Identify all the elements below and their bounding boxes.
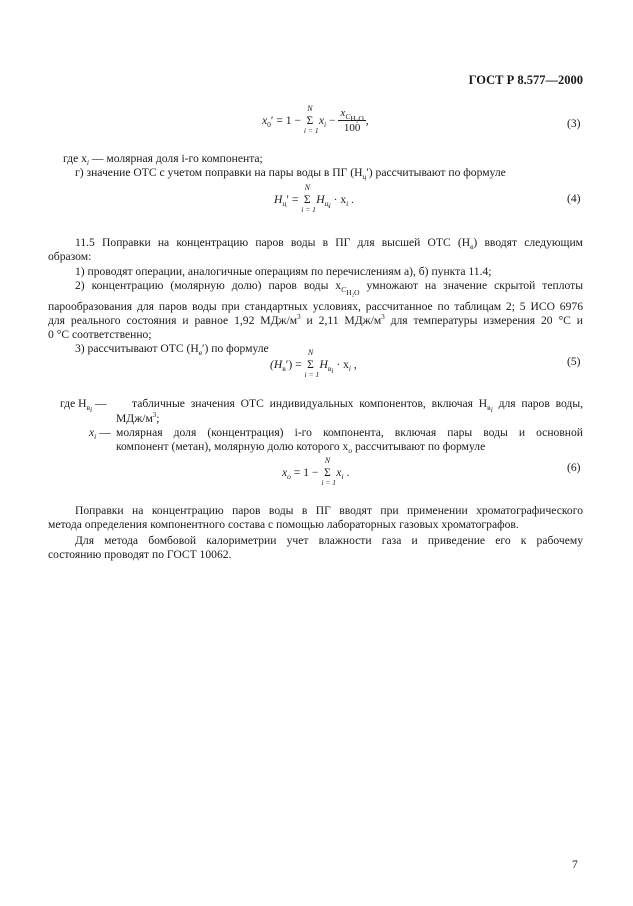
formula-6	[282, 456, 350, 487]
list-item-2-subsub: H₂O	[346, 288, 360, 297]
where-hvi-desc-rest: для паров воды,	[492, 397, 584, 410]
where-hvi-desc-sub: в	[487, 403, 491, 412]
where-xi2-desc: компонент (метан), молярную долю которого x	[116, 440, 349, 453]
clause-11-5-rest: ) вводят следующим	[473, 236, 583, 249]
formula-5-lhs: (H	[270, 358, 283, 371]
list-item-2-line1	[75, 279, 583, 297]
where-hvi-label-text: где H	[60, 397, 87, 410]
where-xi2-dash: —	[96, 426, 111, 439]
list-item-3	[75, 342, 269, 356]
formula-6-sum	[321, 456, 337, 487]
formula-5-term-sub: в	[327, 364, 332, 373]
where-xi2-label-sub: i	[94, 432, 97, 441]
formula-4-number: (4)	[567, 192, 581, 205]
list-item-1: 1) проводят операции, аналогичные операциям по перечислениям а), б) пункта 11.4;	[75, 265, 492, 278]
where-hvi-dash: —	[92, 397, 107, 410]
clause-11-5-line2: образом:	[48, 250, 92, 263]
formula-5-sum	[304, 348, 320, 379]
where-xi2-desc-rest: рассчитывают по формуле	[352, 440, 486, 453]
item-g-line	[75, 166, 506, 180]
formula-6-sum-bottom: i = 1	[321, 478, 337, 487]
formula-4	[274, 183, 355, 214]
final-para2-line2: состоянию проводят по ГОСТ 10062.	[48, 548, 232, 561]
list-item-2-sub: C	[341, 285, 347, 294]
formula-3-denominator: 100	[343, 122, 361, 134]
formula-5-number: (5)	[567, 355, 581, 368]
list-item-2-rest: умножают на значение скрытой теплоты	[359, 279, 583, 292]
where-label: где x	[63, 152, 87, 165]
formula-3-sum	[303, 104, 319, 136]
where-hvi-label	[60, 397, 107, 414]
formula-5	[270, 348, 357, 379]
formula-5-lhs-sub: в	[282, 364, 286, 373]
formula-4-sum-bottom: i = 1	[301, 205, 316, 214]
formula-3-sum-top: N	[307, 104, 313, 114]
formula-3-num-subsub: H₂O	[350, 114, 364, 123]
formula-3-lhs: x	[262, 114, 268, 128]
list-item-3-sub: в	[198, 348, 202, 357]
where-xi2-line2	[116, 440, 485, 454]
clause-11-5-text: 11.5 Поправки на концентрацию паров воды в ПГ для высшей ОТС (H	[75, 236, 471, 249]
formula-4-lhs: H	[274, 193, 283, 206]
formula-3-term: x	[318, 114, 324, 128]
formula-6-sum-top: N	[324, 456, 331, 465]
where-xi2-label-text: x	[89, 426, 95, 439]
item-g-text: г) значение ОТС с учетом поправки на пары воды в ПГ (H	[75, 166, 363, 179]
formula-3-term-sub: i	[323, 120, 327, 130]
list-item-2-line4: 0 °С соответственно;	[48, 328, 152, 341]
final-para2-line1: Для метода бомбовой калориметрии учет влажности газа и приведение его к рабочему	[75, 534, 583, 547]
where-hvi-label-subsub: i	[90, 405, 93, 414]
formula-4-tail: .	[348, 193, 355, 206]
list-item-2-sup1: 3	[297, 313, 301, 321]
where-hvi-unit-rest: ;	[156, 412, 160, 425]
list-item-3-rest: ′) по формуле	[201, 342, 269, 355]
list-item-2-line3	[48, 314, 583, 329]
where-hvi-label-sub: в	[86, 403, 91, 412]
formula-4-sigma: Σ	[303, 193, 311, 206]
document-code-header: ГОСТ Р 8.577—2000	[468, 73, 583, 87]
where-xi2-label	[89, 426, 111, 440]
list-item-2-sup2: 3	[381, 313, 385, 321]
formula-5-term-rest: · x	[333, 358, 349, 371]
formula-3-num-x: x	[340, 107, 346, 119]
formula-6-term: x	[336, 466, 342, 479]
where-hvi-desc-subsub: i	[490, 405, 493, 414]
formula-5-sum-bottom: i = 1	[304, 370, 320, 379]
formula-3-tail: ,	[365, 114, 369, 128]
formula-3-minus: −	[326, 114, 336, 128]
formula-3-sum-bottom: i = 1	[303, 126, 319, 136]
list-item-2-text: 2) концентрацию (молярную долю) паров воды x	[75, 279, 342, 292]
formula-4-term: H	[316, 193, 325, 206]
formula-3-lhs-sub: 0	[267, 120, 271, 130]
page-number: 7	[572, 858, 578, 871]
where-desc: — молярная доля i-го компонента;	[89, 152, 263, 165]
formula-6-lhs-rest: = 1 −	[290, 466, 319, 479]
formula-5-term-rest-sub: i	[348, 364, 352, 373]
where-hvi-line1	[132, 397, 584, 414]
where-xi2-desc-sub: о	[348, 446, 353, 455]
formula-5-tail: ,	[351, 358, 357, 371]
formula-3-lhs-prime: ′ = 1 −	[270, 114, 302, 128]
formula-6-lhs-sub: о	[287, 472, 291, 481]
where-hvi-unit-sup: 3	[152, 411, 157, 419]
where-hvi-unit: МДж/м	[116, 412, 153, 425]
clause-11-5-sub: в	[470, 242, 474, 251]
where-xi-line	[63, 152, 263, 166]
formula-3-num-sub: C	[345, 112, 351, 121]
formula-4-term-rest-sub: i	[346, 199, 349, 208]
formula-3	[262, 104, 369, 140]
formula-4-term-rest: · x	[330, 193, 347, 206]
formula-5-sigma: Σ	[307, 358, 314, 371]
formula-4-lhs-rest: ′ =	[286, 193, 299, 206]
formula-6-lhs: x	[282, 466, 288, 479]
where-xi2-line1: молярная доля (концентрация) i-го компонента, включая пары воды и основной	[116, 426, 583, 439]
formula-6-sigma: Σ	[324, 466, 331, 479]
list-item-2-line2: парообразования для паров воды при стандартных условиях, рассчитанное по таблицам 2; 5 ИСО 6976	[48, 300, 583, 313]
where-hvi-desc: табличные значения ОТС индивидуальных компонентов, включая H	[132, 397, 488, 410]
formula-6-number: (6)	[567, 461, 581, 474]
formula-5-term: H	[319, 358, 328, 371]
formula-3-number: (3)	[567, 117, 581, 130]
where-label-sub: i	[86, 158, 90, 167]
formula-4-term-subsub: i	[328, 201, 331, 210]
final-para1-line2: метода определения компонентного состава с помощью лабораторных газовых хроматографов.	[48, 518, 519, 531]
formula-4-sum	[301, 183, 316, 214]
formula-6-term-sub: i	[341, 472, 344, 481]
formula-5-term-subsub: i	[331, 366, 334, 375]
formula-3-fraction	[338, 107, 365, 134]
formula-4-term-sub: ц	[324, 199, 329, 208]
formula-4-sum-top: N	[304, 183, 310, 192]
formula-5-sum-top: N	[307, 348, 314, 357]
item-g-sub: ц	[362, 172, 367, 181]
where-hvi-line2	[116, 412, 160, 427]
final-para1-line1: Поправки на концентрацию паров воды в ПГ вводят при применении хроматографического	[75, 504, 583, 517]
list-item-2-line3-b: и 2,11 МДж/м	[300, 314, 382, 327]
formula-6-tail: .	[343, 466, 350, 479]
formula-4-lhs-sub: ц	[282, 199, 287, 208]
formula-3-numerator	[338, 107, 365, 121]
clause-11-5-line1	[75, 236, 583, 250]
formula-5-lhs-rest: ′) =	[285, 358, 302, 371]
item-g-rest: ′) рассчитывают по формуле	[366, 166, 506, 179]
list-item-2-line3-a: для реального состояния и равное 1,92 МДж/м	[48, 314, 298, 327]
formula-3-sigma: Σ	[306, 114, 314, 128]
list-item-2-line3-c: для температуры измерения 20 °С и	[384, 314, 583, 327]
list-item-3-text: 3) рассчитывают ОТС (H	[75, 342, 199, 355]
